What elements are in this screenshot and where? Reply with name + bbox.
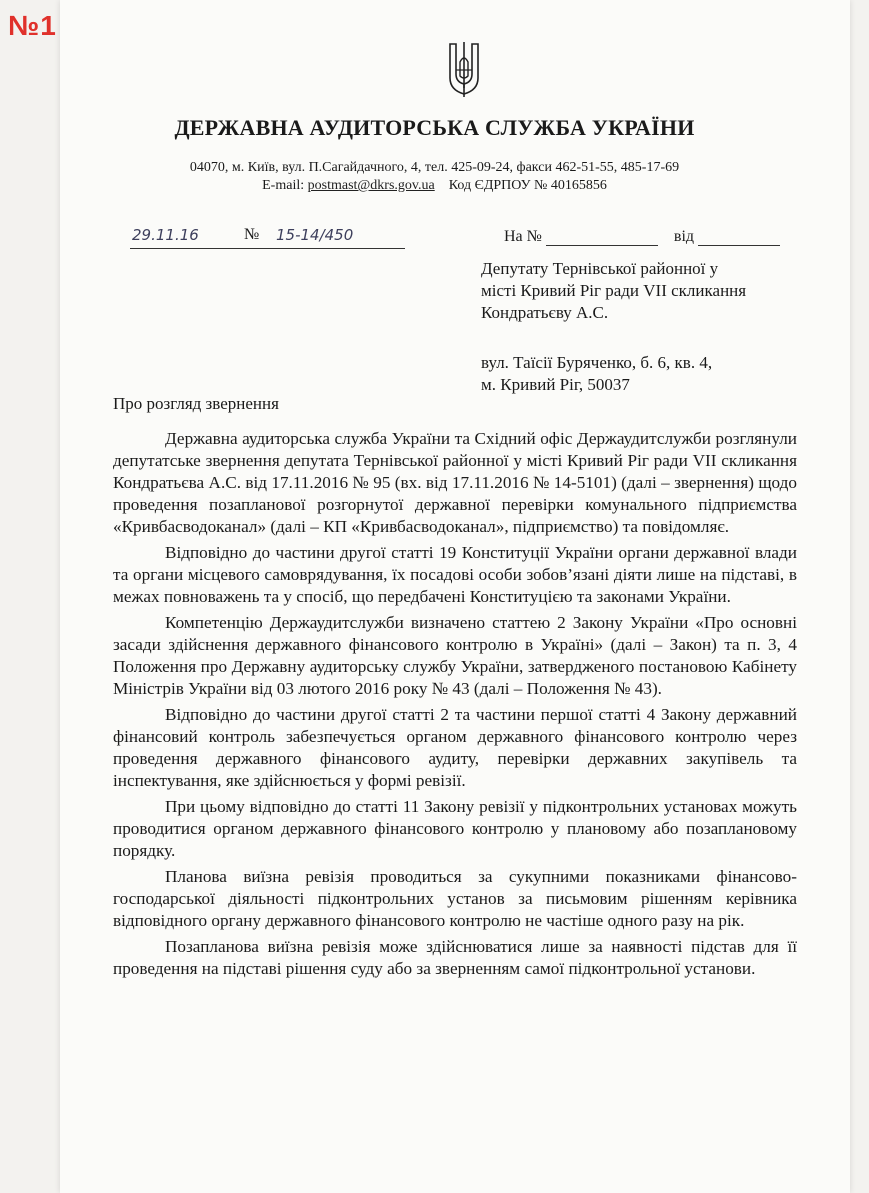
body-paragraph: При цьому відповідно до статті 11 Закону ревізії у підконтрольних установах можуть проводитися органом державного фінансового контролю у плановому або позаплановому порядку.	[113, 797, 797, 860]
reference-date-blank	[698, 229, 780, 246]
registration-number: 15-14/450	[276, 226, 354, 244]
recipient-line: місті Кривий Ріг ради VII скликання	[481, 281, 747, 300]
body-paragraph: Планова виїзна ревізія проводиться за сукупними показниками фінансово-господарської діяльності підконтрольних установ за письмовим рішенням керівника відповідного органу державного фінансового контролю не частіше одного разу на рік.	[113, 867, 797, 930]
body-paragraph: Позапланова виїзна ревізія може здійснюватися лише за наявності підстав для її проведення на підставі рішення суду або за зверненням самої підконтрольної установи.	[113, 937, 797, 978]
recipient-address	[481, 352, 811, 396]
reference-number-label: На №	[504, 228, 542, 245]
body-paragraph: Державна аудиторська служба України та Східний офіс Держаудитслужби розглянули депутатське звернення депутата Тернівської районної у місті Кривий Ріг ради VII скликання Кондратьєва А.С. від 17.11.2016 № 95 (вх. від 17.11.2016 № 14-5101) (далі – звернення) щодо проведення позапланової розгорнутої державної перевірки комунального підприємства «Кривбасводоканал» (далі – КП «Кривбасводоканал», підприємство) та повідомляє.	[113, 429, 797, 536]
document-number-label: №1	[8, 10, 57, 41]
registration-line	[130, 226, 405, 249]
organization-address: 04070, м. Київ, вул. П.Сагайдачного, 4, тел. 425-09-24, факси 462-51-55, 485-17-69	[189, 160, 680, 175]
registration-date: 29.11.16	[132, 226, 199, 244]
email-link[interactable]: postmast@dkrs.gov.ua	[307, 178, 435, 193]
recipient-name: Кондратьєву А.С.	[481, 303, 609, 322]
letter-body	[113, 428, 797, 984]
reference-number-blank	[546, 229, 658, 246]
organization-contacts	[0, 178, 869, 194]
trident-emblem-icon	[446, 40, 482, 98]
email-label: E-mail:	[262, 178, 305, 193]
body-paragraph: Компетенцію Держаудитслужби визначено статтею 2 Закону України «Про основні засади здійснення державного фінансового контролю в Україні» (далі – Закон) та п. 3, 4 Положення про Державну аудиторську службу України, затвердженого постановою Кабінету Міністрів України від 03 лютого 2016 року № 43 (далі – Положення № 43).	[113, 613, 797, 698]
recipient-city: м. Кривий Ріг, 50037	[481, 375, 630, 394]
edrpou-code: Код ЄДРПОУ № 40165856	[448, 178, 607, 193]
recipient-line: Депутату Тернівської районної у	[481, 259, 719, 278]
organization-title: ДЕРЖАВНА АУДИТОРСЬКА СЛУЖБА УКРАЇНИ	[174, 115, 695, 140]
body-paragraph: Відповідно до частини другої статті 19 Конституції України органи державної влади та органи місцевого самоврядування, їх посадові особи зобов’язані діяти лише на підставі, в межах повноважень та у спосіб, що передбачені Конституцією та законами України.	[113, 543, 797, 606]
reference-date-label: від	[673, 228, 695, 245]
body-paragraph: Відповідно до частини другої статті 2 та частини першої статті 4 Закону державний фінансовий контроль забезпечується органом державного фінансового контролю через проведення державного фінансового аудиту, перевірки державних закупівель та інспектування, яке здійснюється у формі ревізії.	[113, 705, 797, 790]
recipient-street: вул. Таїсії Буряченко, б. 6, кв. 4,	[481, 353, 713, 372]
recipient-block	[481, 258, 811, 324]
reference-line	[504, 228, 799, 246]
letter-subject: Про розгляд звернення	[113, 394, 279, 413]
registration-number-label: №	[244, 226, 260, 243]
